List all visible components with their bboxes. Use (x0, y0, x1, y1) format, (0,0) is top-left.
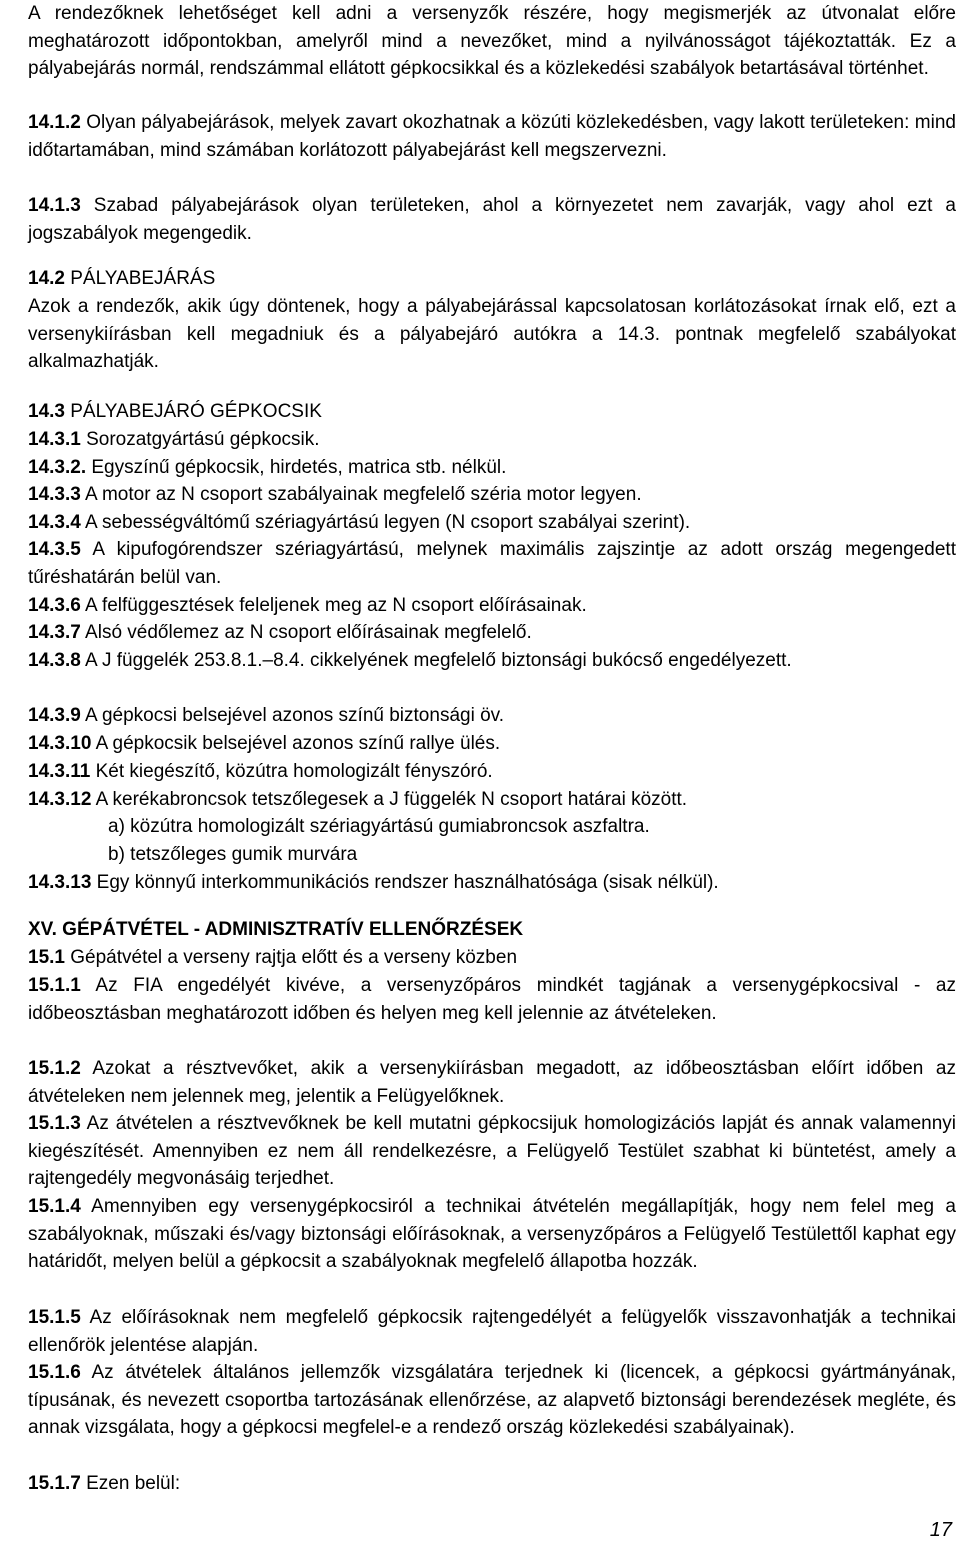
section-number: 15.1.5 (28, 1307, 81, 1328)
section-number: 15.1.2 (28, 1058, 81, 1079)
paragraph-15-1-4: 15.1.4 Amennyiben egy versenygépkocsiról a technikai átvételén megállapítják, hogy nem felel meg a szabályoknak, műszaki és/vagy biztonsági előírásoknak, a versenyzőpáros a Felügyelő Testülettől kaphat egy határidőt, melyen belül a gépkocsit a szabályoknak megfelelő állapotba hozzák. (28, 1196, 956, 1272)
heading-14-2: 14.2 PÁLYABEJÁRÁS (28, 268, 216, 289)
section-number: 15.1.1 (28, 975, 81, 996)
section-number: 15.1.3 (28, 1113, 81, 1134)
section-number: 14.3.1 (28, 429, 81, 450)
item-14-3-6: 14.3.6 A felfüggesztések feleljenek meg az N csoport előírásainak. (28, 595, 587, 616)
heading-15-1: 15.1 Gépátvétel a verseny rajtja előtt és a verseny közben (28, 947, 518, 968)
section-number: 14.3.7 (28, 622, 81, 643)
paragraph-14-1-3: 14.1.3 Szabad pályabejárások olyan területeken, ahol a környezetet nem zavarják, vagy ahol ezt a jogszabályok megengedik. (28, 195, 956, 244)
paragraph-14-2-body: Azok a rendezők, akik úgy döntenek, hogy a pályabejárással kapcsolatosan korlátozásokat írnak elő, ezt a versenykiírásban kell megadniuk és a pályabejáró autókra a 14.3. pontnak megfelelő szabályokat alkalmazhatják. (28, 296, 956, 372)
paragraph-15-1-7: 15.1.7 Ezen belül: (28, 1473, 181, 1494)
section-number: 14.3.5 (28, 539, 81, 560)
section-number: 14.3 (28, 401, 65, 422)
heading-14-3: 14.3 PÁLYABEJÁRÓ GÉPKOCSIK (28, 401, 322, 422)
section-number: 14.3.6 (28, 595, 81, 616)
paragraph-intro: A rendezőknek lehetőséget kell adni a versenyzők részére, hogy megismerjék az útvonalat előre meghatározott időpontokban, amelyről mind a nevezőket, mind a nyilvánosságot tájékoztatták. Ez a pályabejárás normál, rendszámmal ellátott gépkocsikkal és a közlekedési szabályok betartásával történhet. (28, 3, 956, 79)
item-14-3-11: 14.3.11 Két kiegészítő, közútra homologizált fényszóró. (28, 761, 493, 782)
section-number: 14.3.4 (28, 512, 81, 533)
section-number: 14.1.2 (28, 112, 81, 133)
paragraph-15-1-1: 15.1.1 Az FIA engedélyét kivéve, a versenyzőpáros mindkét tagjának a versenygépkocsival - az időbeosztásban meghatározott időben és helyen meg kell jelennie az átvételeken. (28, 975, 956, 1024)
section-number: 14.3.13 (28, 872, 92, 893)
item-14-3-4: 14.3.4 A sebességváltómű szériagyártású legyen (N csoport szabályai szerint). (28, 512, 691, 533)
page-number: 17 (929, 1519, 952, 1541)
paragraph-14-1-2: 14.1.2 Olyan pályabejárások, melyek zavart okozhatnak a közúti közlekedésben, vagy lakott területeken: mind időtartamában, mind számában korlátozott pályabejárást kell megszervezni. (28, 112, 956, 161)
section-number: 15.1 (28, 947, 65, 968)
item-14-3-13: 14.3.13 Egy könnyű interkommunikációs rendszer használhatósága (sisak nélkül). (28, 872, 719, 893)
paragraph-15-1-3: 15.1.3 Az átvételen a résztvevőknek be kell mutatni gépkocsijuk homologizációs lapját és annak valamennyi kiegészítését. Amennyiben ez nem áll rendelkezésre, a Felügyelő Testület szabhat ki büntetést, amely a rajtengedély megvonásáig terjedhet. (28, 1113, 956, 1189)
section-number: 14.1.3 (28, 195, 81, 216)
paragraph-15-1-6: 15.1.6 Az átvételek általános jellemzők vizsgálatára terjednek ki (licencek, a gépkocsi gyártmányának, típusának, és nevezett csoportba tartozásának ellenőrzése, az alapvető biztonsági berendezések megléte, és annak vizsgálata, hogy a gépkocsi megfelel-e a rendező ország közlekedési szabályainak). (28, 1362, 956, 1438)
item-14-3-1: 14.3.1 Sorozatgyártású gépkocsik. (28, 429, 320, 450)
item-14-3-3: 14.3.3 A motor az N csoport szabályainak megfelelő széria motor legyen. (28, 484, 642, 505)
item-14-3-2: 14.3.2. Egyszínű gépkocsik, hirdetés, matrica stb. nélkül. (28, 457, 507, 478)
section-number: 14.2 (28, 268, 65, 289)
item-14-3-10: 14.3.10 A gépkocsik belsejével azonos színű rallye ülés. (28, 733, 501, 754)
item-14-3-7: 14.3.7 Alsó védőlemez az N csoport előírásainak megfelelő. (28, 622, 532, 643)
section-number: 15.1.7 (28, 1473, 81, 1494)
section-number: 14.3.2. (28, 457, 87, 478)
section-number: 15.1.4 (28, 1196, 81, 1217)
sub-item-b: b) tetszőleges gumik murvára (108, 844, 358, 865)
section-number: 15.1.6 (28, 1362, 81, 1383)
section-number: 14.3.9 (28, 705, 81, 726)
item-14-3-9: 14.3.9 A gépkocsi belsejével azonos színű biztonsági öv. (28, 705, 505, 726)
item-14-3-5: 14.3.5 A kipufogórendszer szériagyártású, melynek maximális zajszintje az adott ország megengedett tűréshatárán belül van. (28, 539, 956, 588)
section-number: 14.3.8 (28, 650, 81, 671)
item-14-3-12: 14.3.12 A kerékabroncsok tetszőlegesek a J függelék N csoport határai között. (28, 789, 688, 810)
item-14-3-8: 14.3.8 A J függelék 253.8.1.–8.4. cikkelyének megfelelő biztonsági bukócső engedélyezett. (28, 650, 792, 671)
section-number: 14.3.3 (28, 484, 81, 505)
section-number: 14.3.12 (28, 789, 92, 810)
paragraph-15-1-2: 15.1.2 Azokat a résztvevőket, akik a versenykiírásban megadott, az időbeosztásban előírt időben az átvételeken nem jelennek meg, jelentik a Felügyelőknek. (28, 1058, 956, 1107)
sub-item-a: a) közútra homologizált szériagyártású gumiabroncsok aszfaltra. (108, 816, 650, 837)
chapter-heading-xv: XV. GÉPÁTVÉTEL - ADMINISZTRATÍV ELLENŐRZÉSEK (28, 919, 524, 940)
section-number: 14.3.10 (28, 733, 92, 754)
paragraph-15-1-5: 15.1.5 Az előírásoknak nem megfelelő gépkocsik rajtengedélyét a felügyelők visszavonhatják a technikai ellenőrök jelentése alapján. (28, 1307, 956, 1356)
section-number: 14.3.11 (28, 761, 91, 782)
document-page (28, 0, 956, 1544)
